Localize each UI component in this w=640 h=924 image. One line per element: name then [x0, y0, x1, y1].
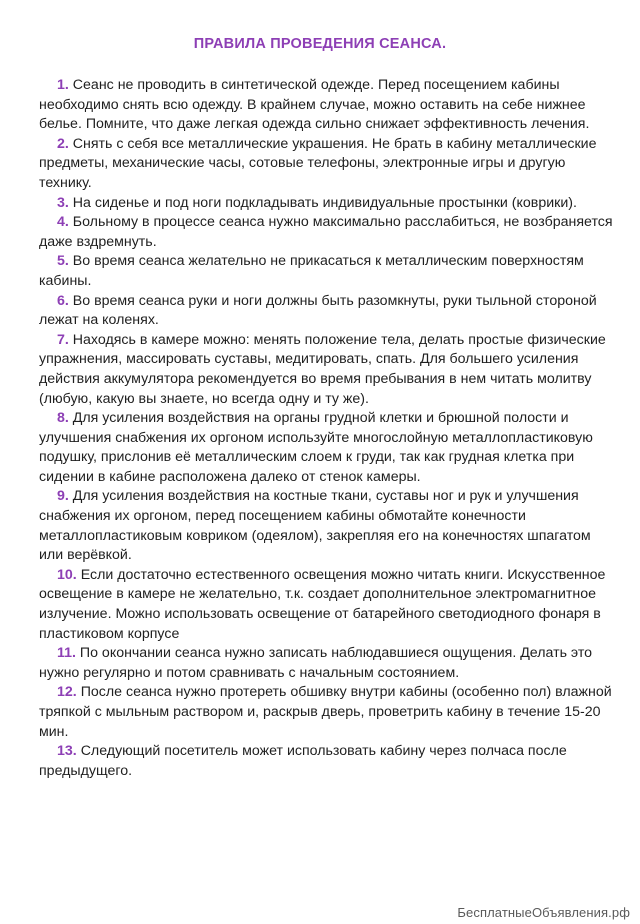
rule-item [39, 76, 614, 135]
rule-number: 12. [57, 684, 77, 701]
rule-item [39, 331, 614, 409]
rule-item [39, 135, 614, 194]
rule-number: 13. [57, 743, 77, 760]
rule-number: 6. [57, 292, 69, 309]
rule-item [39, 644, 614, 683]
rule-number: 1. [57, 77, 69, 93]
rule-number: 10. [57, 566, 77, 583]
rule-number: 2. [57, 135, 69, 152]
rule-text: После сеанса нужно протереть обшивку внутри кабины (особенно пол) влажной тряпкой с мыльным раствором и, раскрыв дверь, проветрить кабину в течение 15-20 мин. [39, 684, 612, 740]
rule-item [39, 566, 614, 644]
rule-text: Следующий посетитель может использовать кабину через полчаса после предыдущего. [39, 743, 567, 779]
rule-item [39, 213, 614, 252]
rule-number: 4. [57, 214, 69, 231]
rule-text: Снять с себя все металлические украшения. Не брать в кабину металлические предметы, механические часы, сотовые телефоны, электронные игры и другую технику. [39, 135, 597, 191]
rule-item [39, 683, 614, 742]
rule-text: По окончании сеанса нужно записать наблюдавшиеся ощущения. Делать это нужно регулярно и потом сравнивать с начальным состоянием. [39, 645, 593, 681]
rule-text: Если достаточно естественного освещения можно читать книги. Искусственное освещение в камере не желательно, т.к. создает дополнительное электромагнитное излучение. Можно использовать освещение от батарейного светодиодного фонаря в пластиковом корпусе [39, 566, 606, 642]
rule-number: 11. [57, 645, 76, 662]
rule-item [39, 409, 614, 487]
rule-text: Для усиления воздействия на костные ткани, суставы ног и рук и улучшения снабжения их оргоном, перед посещением кабины обмотайте конечности металлопластиковым ковриком (одеялом), закрепляя его на конечностях шпагатом или верёвкой. [39, 488, 591, 564]
rule-item [39, 487, 614, 565]
site-watermark: БесплатныеОбъявления.рф [457, 905, 630, 920]
rule-text: Во время сеанса руки и ноги должны быть разомкнуты, руки тыльной стороной лежат на коленях. [39, 292, 597, 329]
rule-item [39, 742, 614, 781]
rule-text: Сеанс не проводить в синтетической одежде. Перед посещением кабины необходимо снять всю одежду. В крайнем случае, можно оставить на себе нижнее белье. Помните, что даже легкая одежда сильно снижает эффективность лечения. [39, 77, 590, 133]
rule-text: Для усиления воздействия на органы грудной клетки и брюшной полости и улучшения снабжения их оргоном используйте многослойную металлопластиковую подушку, прислонив её металлическим слоем к груди, так как грудная клетка при сидении в кабине расположена далеко от стенок камеры. [39, 410, 593, 485]
document-title: ПРАВИЛА ПРОВЕДЕНИЯ СЕАНСА. [193, 36, 447, 52]
rule-number: 8. [57, 410, 69, 427]
rules-list [39, 76, 614, 781]
rule-item [39, 292, 614, 331]
rule-number: 5. [57, 253, 69, 270]
rule-item [39, 194, 614, 214]
rule-text: Находясь в камере можно: менять положение тела, делать простые физические упражнения, массировать суставы, медитировать, спать. Для большего усиления действия аккумулятора рекомендуется во время пребывания в нем читать молитву (любую, какую вы знаете, но всегда одну и ту же). [39, 331, 606, 407]
rule-text: Больному в процессе сеанса нужно максимально расслабиться, не возбраняется даже вздремнуть. [39, 214, 613, 250]
rule-number: 3. [57, 194, 69, 211]
rule-number: 9. [57, 488, 69, 505]
rule-item [39, 252, 614, 291]
rule-text: На сиденье и под ноги подкладывать индивидуальные простынки (коврики). [72, 194, 577, 211]
rule-number: 7. [57, 331, 69, 348]
rule-text: Во время сеанса желательно не прикасаться к металлическим поверхностям кабины. [39, 253, 584, 289]
